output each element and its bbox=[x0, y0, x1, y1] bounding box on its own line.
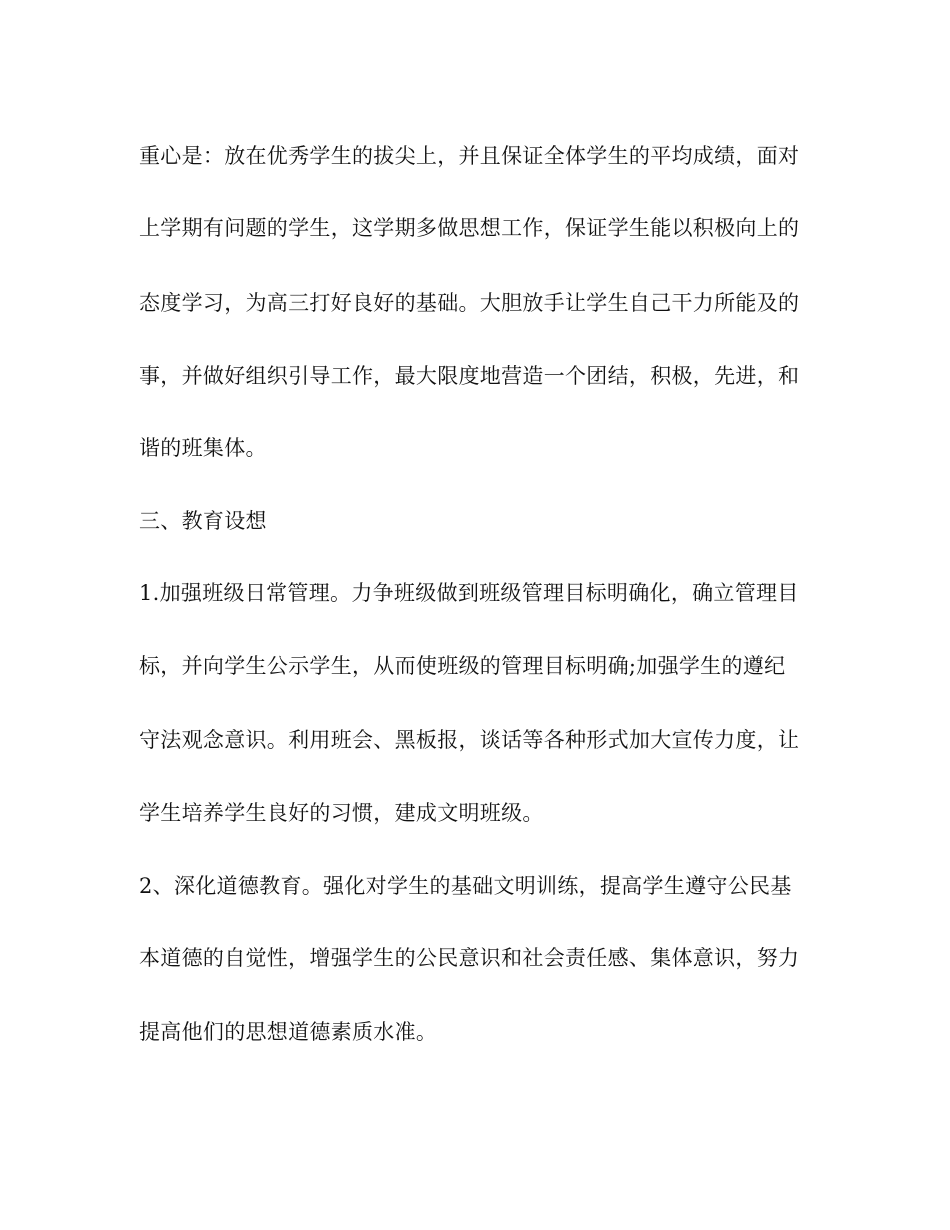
paragraph-line: 本道德的自觉性，增强学生的公民意识和社会责任感、集体意识，努力 bbox=[139, 946, 800, 970]
paragraph-line: 态度学习，为高三打好良好的基础。大胆放手让学生自己干力所能及的 bbox=[139, 291, 800, 315]
paragraph-line: 1.加强班级日常管理。力争班级做到班级管理目标明确化，确立管理目 bbox=[139, 581, 799, 605]
paragraph-line: 守法观念意识。利用班会、黑板报，谈话等各种形式加大宣传力度，让 bbox=[139, 728, 800, 752]
paragraph-line: 标，并向学生公示学生，从而使班级的管理目标明确;加强学生的遵纪 bbox=[139, 654, 786, 678]
section-heading: 三、教育设想 bbox=[139, 509, 267, 533]
paragraph-line: 上学期有问题的学生，这学期多做思想工作，保证学生能以积极向上的 bbox=[139, 216, 800, 240]
paragraph-line: 2、深化道德教育。强化对学生的基础文明训练，提高学生遵守公民基 bbox=[139, 874, 792, 898]
paragraph-line: 学生培养学生良好的习惯，建成文明班级。 bbox=[139, 801, 544, 825]
paragraph-line: 谐的班集体。 bbox=[139, 436, 267, 460]
paragraph-line: 事，并做好组织引导工作，最大限度地营造一个团结，积极，先进，和 bbox=[139, 364, 800, 388]
paragraph-line: 提高他们的思想道德素质水准。 bbox=[139, 1020, 438, 1044]
paragraph-line: 重心是：放在优秀学生的拔尖上，并且保证全体学生的平均成绩，面对 bbox=[139, 144, 800, 168]
